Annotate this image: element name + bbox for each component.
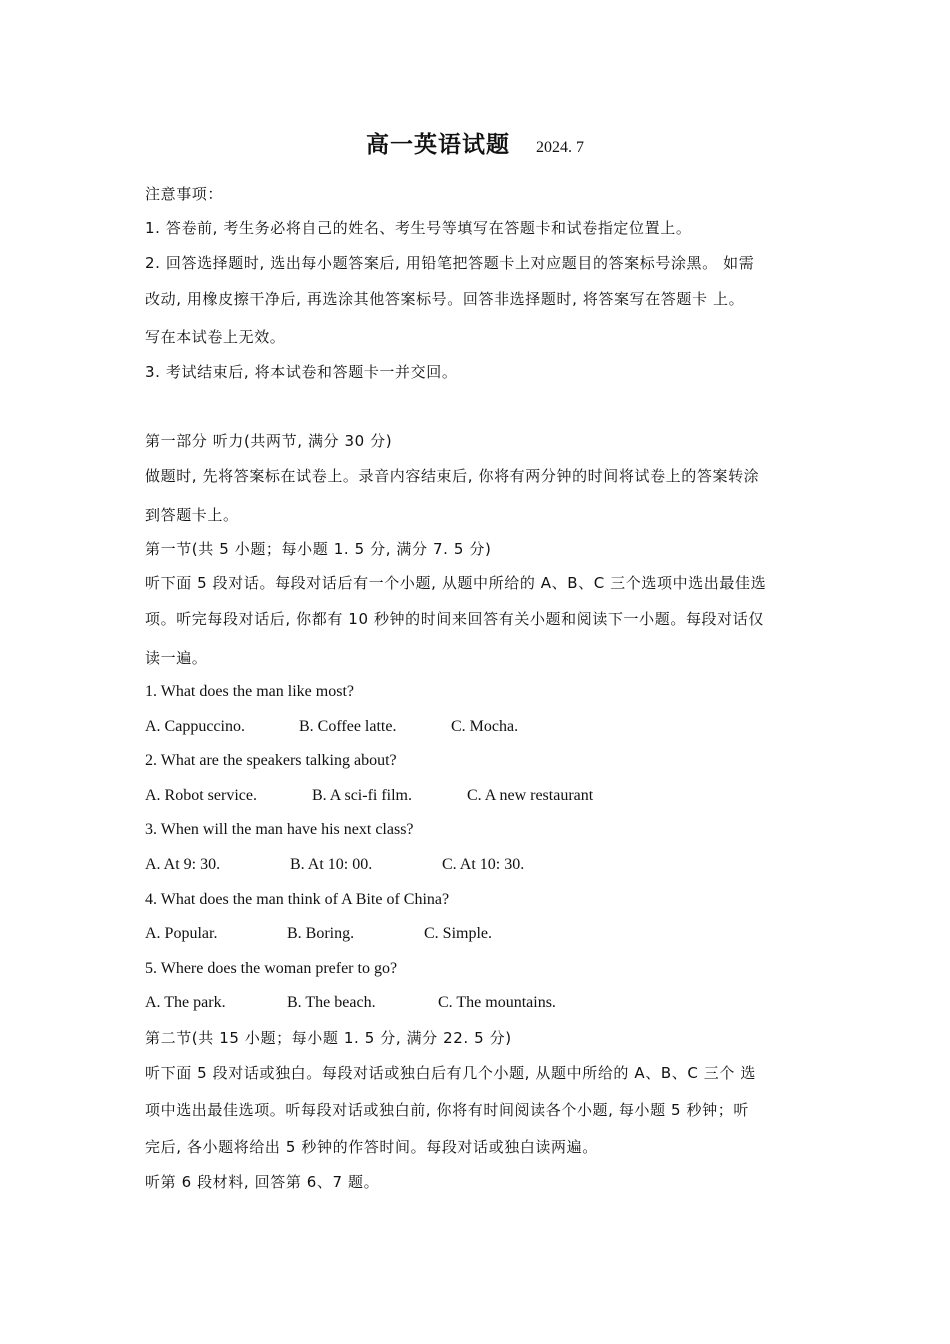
section2-intro-line-2: 项中选出最佳选项。听每段对话或独白前, 你将有时间阅读各个小题, 每小题 5 秒钟；听 <box>145 1101 749 1119</box>
section1-intro-line-3: 读一遍。 <box>145 649 208 667</box>
question-2-option-c: C. A new restaurant <box>467 787 594 804</box>
section1-heading: 第一节(共 5 小题；每小题 1. 5 分, 满分 7. 5 分) <box>145 540 492 558</box>
notice-item-2-line-1: 2. 回答选择题时, 选出每小题答案后, 用铅笔把答题卡上对应题目的答案标号涂黑。 如需 <box>145 254 755 272</box>
question-5: 5. Where does the woman prefer to go? <box>145 960 398 977</box>
notice-item-2-line-2: 改动, 用橡皮擦干净后, 再选涂其他答案标号。回答非选择题时, 将答案写在答题卡 上。 <box>145 290 745 308</box>
section2-intro-line-1: 听下面 5 段对话或独白。每段对话或独白后有几个小题, 从题中所给的 A、B、C 三个 选 <box>145 1064 756 1082</box>
question-4-option-b: B. Boring. <box>287 925 355 942</box>
material-6-instruction: 听第 6 段材料, 回答第 6、7 题。 <box>145 1173 380 1191</box>
question-1-option-b: B. Coffee latte. <box>299 718 397 735</box>
question-1-option-c: C. Mocha. <box>451 718 519 735</box>
notice-heading: 注意事项： <box>145 185 224 203</box>
part1-heading: 第一部分 听力(共两节, 满分 30 分) <box>145 432 393 450</box>
section1-intro-line-1: 听下面 5 段对话。每段对话后有一个小题, 从题中所给的 A、B、C 三个选项中选出最佳选 <box>145 574 767 592</box>
question-5-option-a: A. The park. <box>145 994 226 1011</box>
question-3-option-a: A. At 9: 30. <box>145 856 221 873</box>
question-2-option-a: A. Robot service. <box>145 787 257 804</box>
part1-intro-line-2: 到答题卡上。 <box>145 506 239 524</box>
question-4: 4. What does the man think of A Bite of China? <box>145 891 450 908</box>
question-3-option-b: B. At 10: 00. <box>290 856 373 873</box>
part1-intro-line-1: 做题时, 先将答案标在试卷上。录音内容结束后, 你将有两分钟的时间将试卷上的答案转涂 <box>145 467 760 485</box>
question-4-option-a: A. Popular. <box>145 925 218 942</box>
question-1-option-a: A. Cappuccino. <box>145 718 245 735</box>
notice-item-1: 1. 答卷前, 考生务必将自己的姓名、考生号等填写在答题卡和试卷指定位置上。 <box>145 219 692 237</box>
question-5-option-c: C. The mountains. <box>438 994 556 1011</box>
section1-intro-line-2: 项。听完每段对话后, 你都有 10 秒钟的时间来回答有关小题和阅读下一小题。每段对话仅 <box>145 610 764 628</box>
question-2: 2. What are the speakers talking about? <box>145 752 397 769</box>
exam-title-row <box>0 126 950 159</box>
question-5-option-b: B. The beach. <box>287 994 376 1011</box>
section2-intro-line-3: 完后, 各小题将给出 5 秒钟的作答时间。每段对话或独白读两遍。 <box>145 1138 598 1156</box>
exam-title: 高一英语试题 <box>366 132 510 158</box>
notice-item-3: 3. 考试结束后, 将本试卷和答题卡一并交回。 <box>145 363 458 381</box>
exam-date: 2024. 7 <box>536 139 584 156</box>
question-1: 1. What does the man like most? <box>145 683 354 700</box>
question-3-option-c: C. At 10: 30. <box>442 856 525 873</box>
question-3: 3. When will the man have his next class? <box>145 821 414 838</box>
notice-item-2-line-3: 写在本试卷上无效。 <box>145 328 286 346</box>
question-2-option-b: B. A sci-fi film. <box>312 787 412 804</box>
section2-heading: 第二节(共 15 小题；每小题 1. 5 分, 满分 22. 5 分) <box>145 1029 512 1047</box>
question-4-option-c: C. Simple. <box>424 925 493 942</box>
